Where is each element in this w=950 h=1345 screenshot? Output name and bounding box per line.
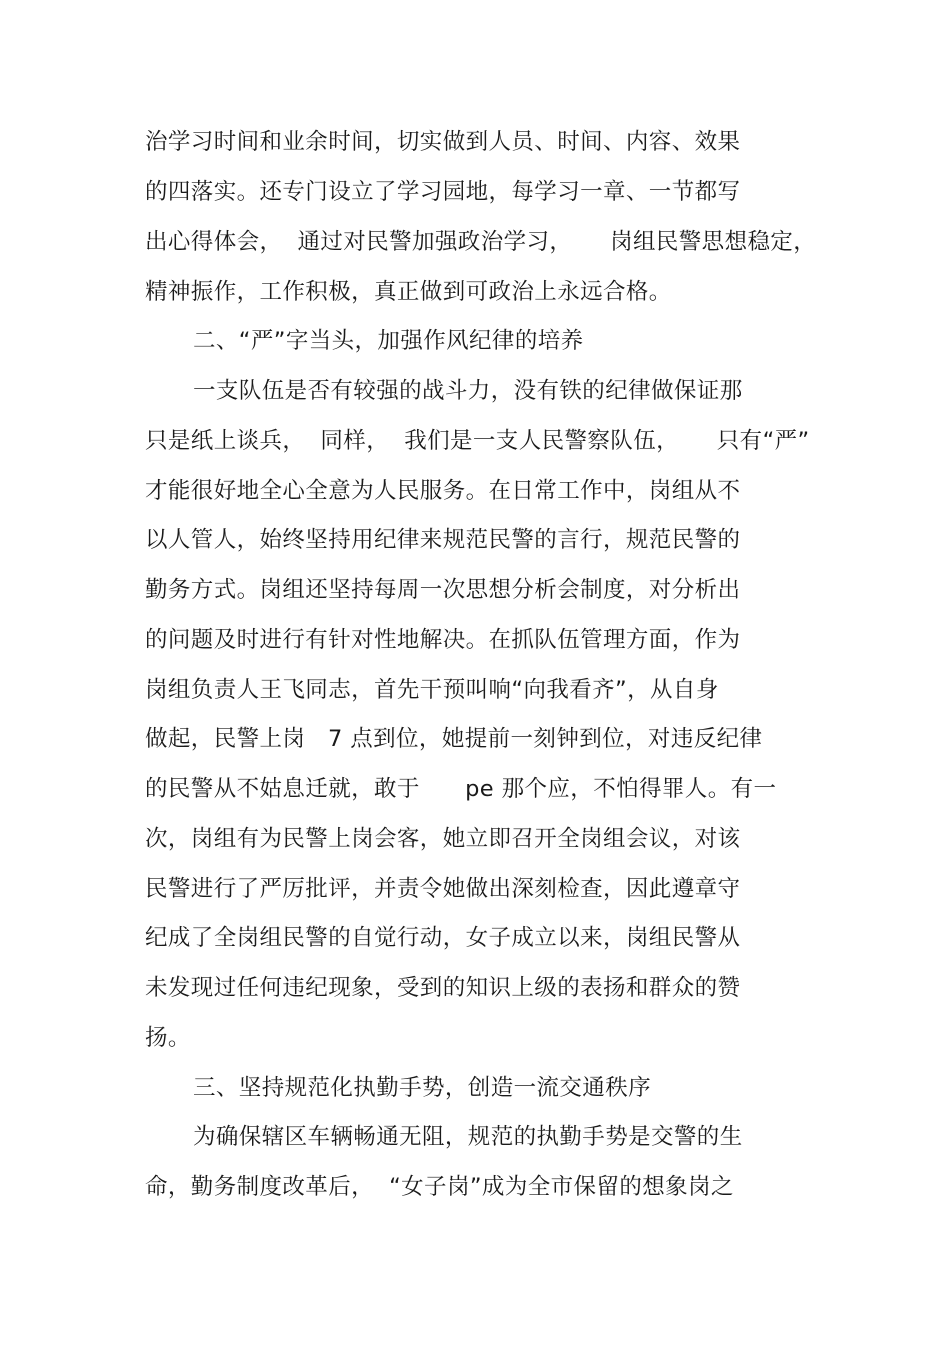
text-line: 纪成了全岗组民警的自觉行动，女子成立以来，岗组民警从 [145, 925, 741, 951]
text-line: 才能很好地全心全意为人民服务。在日常工作中，岗组从不 [145, 478, 741, 504]
text-line: 为确保辖区车辆畅通无阻，规范的执勤手势是交警的生 [193, 1124, 743, 1150]
text-line: 的民警从不姑息迁就，敢于 pe 那个应，不怕得罪人。有一 [145, 776, 777, 802]
section-heading: 二、“严”字当头，加强作风纪律的培养 [193, 328, 584, 354]
text-line: 次，岗组有为民警上岗会客，她立即召开全岗组会议，对该 [145, 826, 741, 852]
text-line: 精神振作，工作积极，真正做到可政治上永远合格。 [145, 279, 672, 305]
text-line: 治学习时间和业余时间，切实做到人员、时间、内容、效果 [145, 129, 741, 155]
text-line: 的四落实。还专门设立了学习园地，每学习一章、一节都写 [145, 179, 741, 205]
section-heading: 三、坚持规范化执勤手势，创造一流交通秩序 [193, 1075, 652, 1101]
text-line: 只是纸上谈兵， 同样， 我们是一支人民警察队伍， 只有“严” [145, 428, 810, 454]
text-line: 以人管人，始终坚持用纪律来规范民警的言行，规范民警的 [145, 527, 741, 553]
text-line: 扬。 [145, 1025, 191, 1051]
text-line: 一支队伍是否有较强的战斗力，没有铁的纪律做保证那 [193, 378, 743, 404]
text-line: 岗组负责人王飞同志，首先干预叫响“向我看齐”，从自身 [145, 677, 719, 703]
text-line: 民警进行了严厉批评，并责令她做出深刻检查，因此遵章守 [145, 876, 741, 902]
text-line: 做起，民警上岗 7 点到位，她提前一刻钟到位，对违反纪律 [145, 726, 763, 752]
text-line: 的问题及时进行有针对性地解决。在抓队伍管理方面，作为 [145, 627, 741, 653]
text-line: 出心得体会， 通过对民警加强政治学习， 岗组民警思想稳定， [145, 229, 817, 255]
text-line: 勤务方式。岗组还坚持每周一次思想分析会制度，对分析出 [145, 577, 741, 603]
text-line: 命，勤务制度改革后， “女子岗”成为全市保留的想象岗之 [145, 1174, 734, 1200]
text-line: 未发现过任何违纪现象，受到的知识上级的表扬和群众的赞 [145, 975, 741, 1001]
